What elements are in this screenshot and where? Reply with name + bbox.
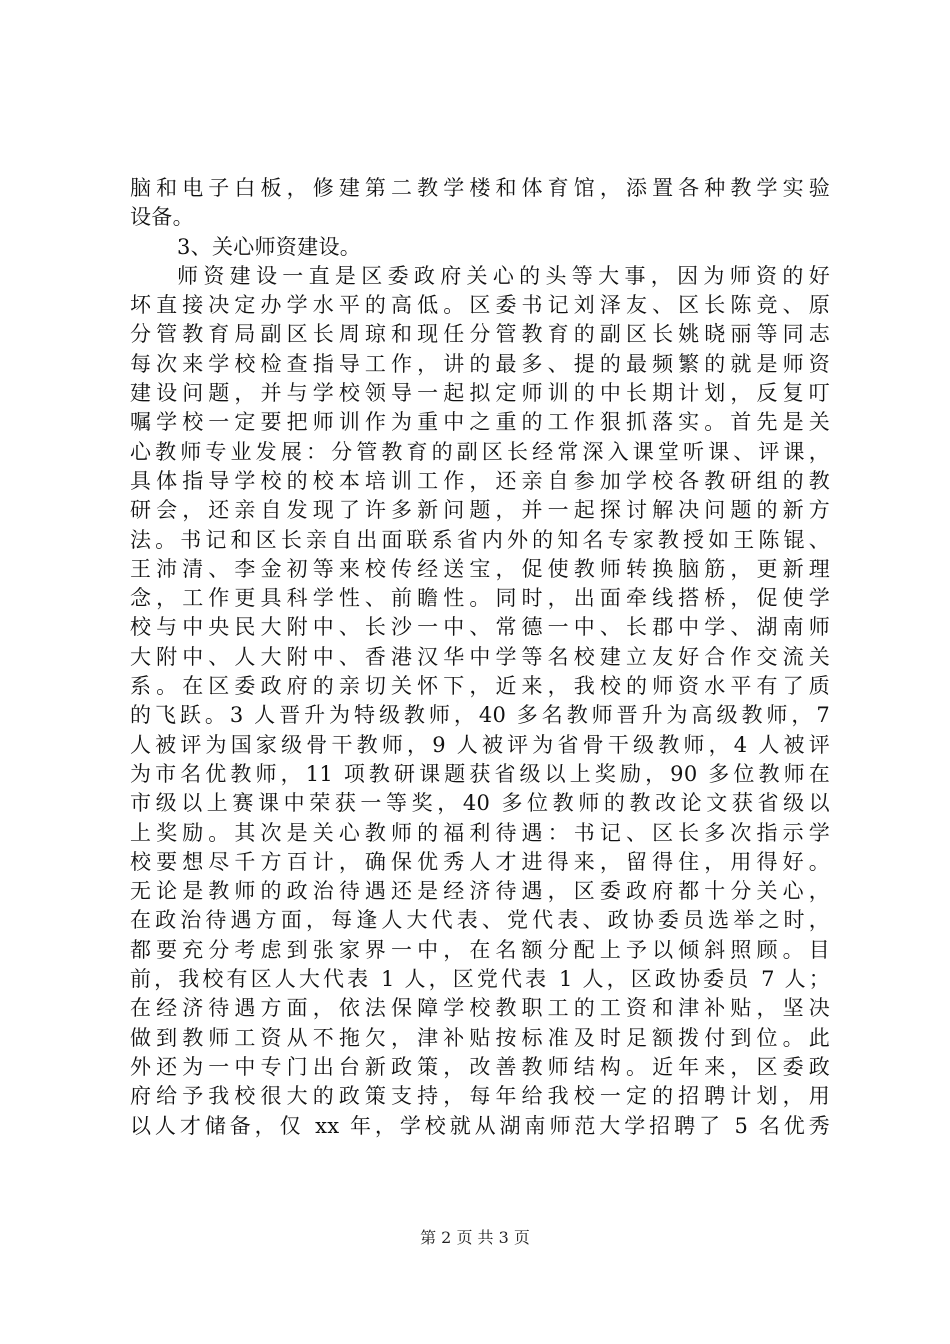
text-line: 人被评为国家级骨干教师，9 人被评为省骨干级教师，4 人被评 <box>130 732 830 757</box>
text-line: 市级以上赛课中荣获一等奖，40 多位教师的教改论文获省级以 <box>130 791 830 816</box>
text-line: 脑和电子白板，修建第二教学楼和体育馆，添置各种教学实验 <box>130 176 830 200</box>
text-line: 师资建设一直是区委政府关心的头等大事，因为师资的好 <box>177 263 830 288</box>
text-line: 都要充分考虑到张家界一中，在名额分配上予以倾斜照顾。目 <box>130 937 830 962</box>
text-line: 在经济待遇方面，依法保障学校教职工的工资和津补贴，坚决 <box>130 996 830 1021</box>
text-line: 嘱学校一定要把师训作为重中之重的工作狠抓落实。首先是关 <box>130 410 830 435</box>
text-line: 王沛清、李金初等来校传经送宝，促使教师转换脑筋，更新理 <box>130 556 830 581</box>
text-line: 心教师专业发展：分管教育的副区长经常深入课堂听课、评课， <box>130 439 830 464</box>
text-line: 上奖励。其次是关心教师的福利待遇：书记、区长多次指示学 <box>130 820 830 845</box>
text-line: 前，我校有区人大代表 1 人，区党代表 1 人，区政协委员 7 人； <box>130 967 830 992</box>
text-line: 每次来学校检查指导工作，讲的最多、提的最频繁的就是师资 <box>130 351 830 376</box>
text-line: 系。在区委政府的亲切关怀下，近来，我校的师资水平有了质 <box>130 674 830 699</box>
text-line: 校与中央民大附中、长沙一中、常德一中、长郡中学、湖南师 <box>130 615 830 640</box>
text-line: 做到教师工资从不拖欠，津补贴按标准及时足额拨付到位。此 <box>130 1025 830 1050</box>
text-line: 的飞跃。3 人晋升为特级教师，40 多名教师晋升为高级教师，7 <box>130 703 830 728</box>
text-line: 法。书记和区长亲自出面联系省内外的知名专家教授如王陈锟、 <box>130 527 830 552</box>
document-body <box>130 174 830 1141</box>
text-line: 无论是教师的政治待遇还是经济待遇，区委政府都十分关心， <box>130 879 830 904</box>
text-line: 设备。 <box>130 205 194 230</box>
text-line: 以人才储备，仅 xx 年，学校就从湖南师范大学招聘了 5 名优秀 <box>130 1113 830 1138</box>
text-line: 3、关心师资建设。 <box>177 234 362 259</box>
text-line: 外还为一中专门出台新政策，改善教师结构。近年来，区委政 <box>130 1054 830 1079</box>
text-line: 念，工作更具科学性、前瞻性。同时，出面牵线搭桥，促使学 <box>130 586 830 611</box>
text-line: 研会，还亲自发现了许多新问题，并一起探讨解决问题的新方 <box>130 498 830 523</box>
text-line: 分管教育局副区长周琼和现任分管教育的副区长姚晓丽等同志 <box>130 322 830 347</box>
text-line: 为市名优教师，11 项教研课题获省级以上奖励，90 多位教师在 <box>130 761 830 786</box>
text-line: 坏直接决定办学水平的高低。区委书记刘泽友、区长陈竞、原 <box>130 293 830 318</box>
text-line: 具体指导学校的校本培训工作，还亲自参加学校各教研组的教 <box>130 468 830 493</box>
text-line: 大附中、人大附中、香港汉华中学等名校建立友好合作交流关 <box>130 644 830 669</box>
page-number-footer: 第 2 页 共 3 页 <box>420 1228 530 1247</box>
text-line: 建设问题，并与学校领导一起拟定师训的中长期计划，反复叮 <box>130 381 830 406</box>
text-line: 府给予我校很大的政策支持，每年给我校一定的招聘计划，用 <box>130 1084 830 1109</box>
text-line: 在政治待遇方面，每逢人大代表、党代表、政协委员选举之时， <box>130 908 830 933</box>
text-line: 校要想尽千方百计，确保优秀人才进得来，留得住，用得好。 <box>130 849 830 874</box>
